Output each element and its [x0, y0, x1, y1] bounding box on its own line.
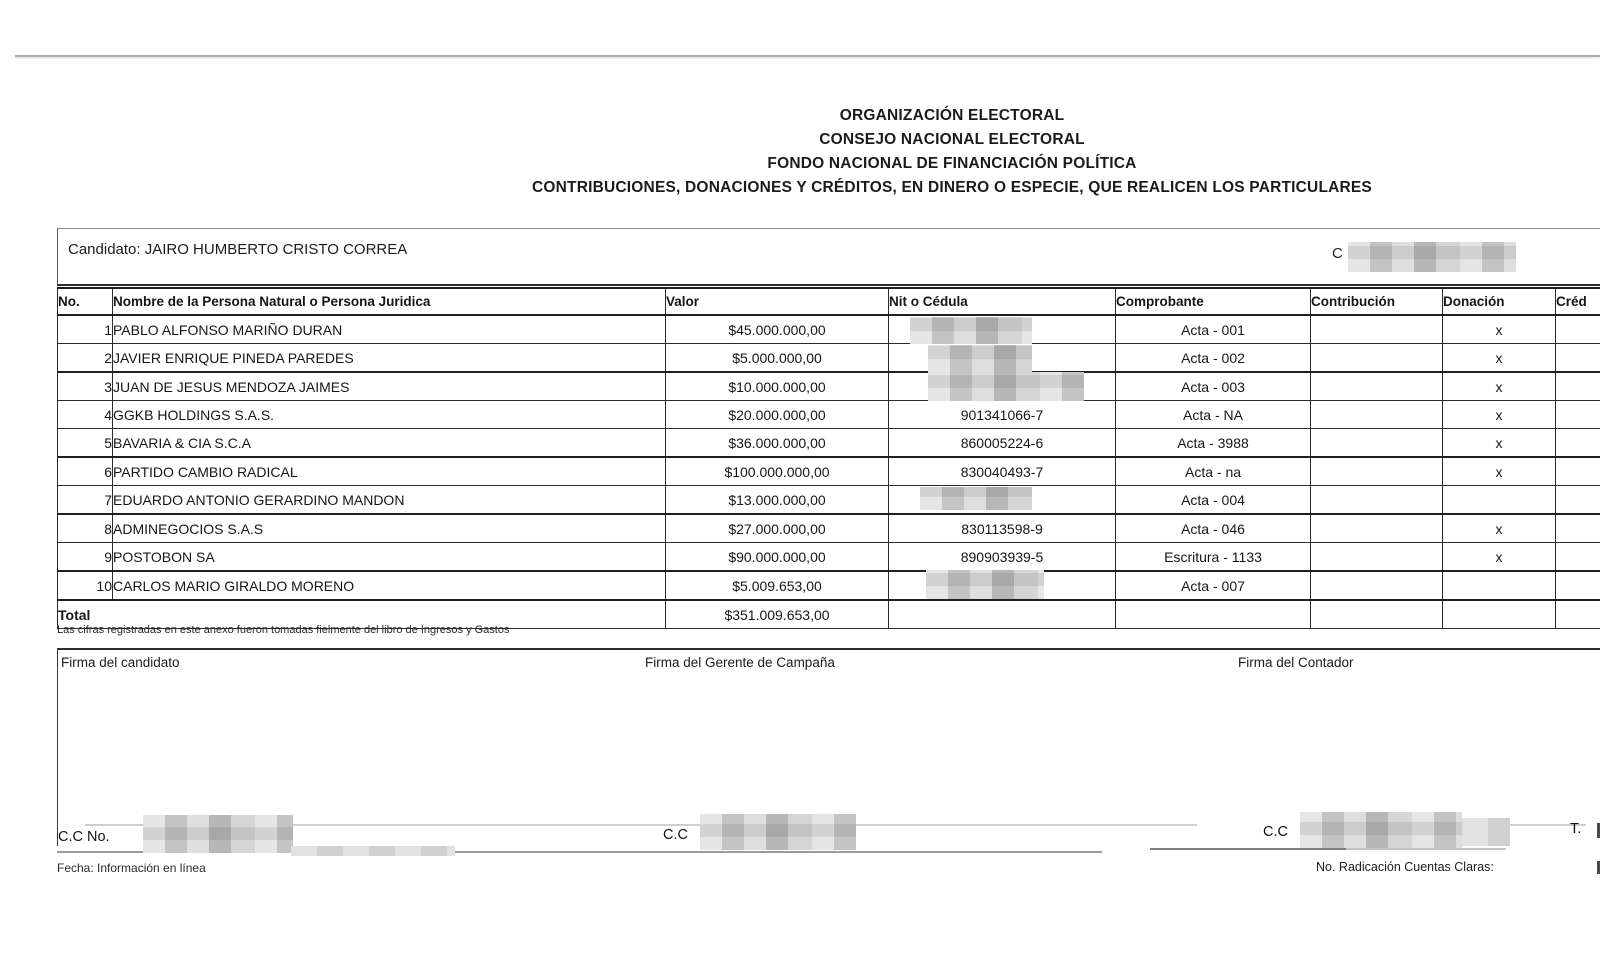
- candidate-right-prefix: C: [1332, 245, 1343, 262]
- cell-donacion: x: [1443, 457, 1556, 486]
- table-header-cell: Créd: [1556, 288, 1600, 315]
- tp-label: T.: [1570, 821, 1582, 837]
- cell-valor: $27.000.000,00: [666, 514, 889, 543]
- cell-nit: 830040493-7: [889, 457, 1116, 486]
- cell-cred: [1556, 315, 1600, 344]
- cell-no: 1: [58, 315, 113, 344]
- cell-name: PARTIDO CAMBIO RADICAL: [113, 457, 666, 486]
- cell-contribucion: [1311, 429, 1443, 458]
- cell-no: 5: [58, 429, 113, 458]
- cell-valor: $13.000.000,00: [666, 486, 889, 515]
- footnote-text: Las cifras registradas en este anexo fueron tomadas fielmente del libro de Ingresos y Gastos: [57, 624, 510, 636]
- redaction-block-nit-row3: [928, 372, 1084, 401]
- total-value: $351.009.653,00: [666, 600, 889, 629]
- cell-nit: 890903939-5: [889, 543, 1116, 572]
- heading-line-4: CONTRIBUCIONES, DONACIONES Y CRÉDITOS, EN DINERO O ESPECIE, QUE REALICEN LOS PARTICULARES: [532, 179, 1372, 196]
- redaction-block-nit-row7: [920, 487, 1032, 510]
- table-header-cell: Nombre de la Persona Natural o Persona Juridica: [113, 288, 666, 315]
- signature-box-top-border: [57, 648, 1600, 650]
- cell-name: ADMINEGOCIOS S.A.S: [113, 514, 666, 543]
- signature-underline-right: [1150, 848, 1346, 850]
- cell-comprobante: Acta - 002: [1116, 344, 1311, 373]
- total-empty-cell: [1556, 600, 1600, 629]
- cell-contribucion: [1311, 457, 1443, 486]
- table-header-cell: Nit o Cédula: [889, 288, 1116, 315]
- cell-name: BAVARIA & CIA S.C.A: [113, 429, 666, 458]
- cell-valor: $36.000.000,00: [666, 429, 889, 458]
- cell-cred: [1556, 486, 1600, 515]
- cell-contribucion: [1311, 315, 1443, 344]
- cell-comprobante: Acta - 004: [1116, 486, 1311, 515]
- contributions-table: [57, 287, 1600, 629]
- cell-cred: [1556, 429, 1600, 458]
- cell-donacion: [1443, 486, 1556, 515]
- cell-name: JAVIER ENRIQUE PINEDA PAREDES: [113, 344, 666, 373]
- total-empty-cell: [1116, 600, 1311, 629]
- cell-comprobante: Acta - na: [1116, 457, 1311, 486]
- cell-cred: [1556, 543, 1600, 572]
- cell-contribucion: [1311, 486, 1443, 515]
- cell-contribucion: [1311, 514, 1443, 543]
- total-empty-cell: [889, 600, 1116, 629]
- table-header-cell: Donación: [1443, 288, 1556, 315]
- cell-valor: $100.000.000,00: [666, 457, 889, 486]
- redaction-block-nit-row1: [910, 317, 1032, 344]
- cell-donacion: x: [1443, 429, 1556, 458]
- cell-no: 6: [58, 457, 113, 486]
- redaction-block-nit-row10: [926, 570, 1044, 599]
- redaction-block-nit-row2: [928, 345, 1032, 372]
- cell-contribucion: [1311, 543, 1443, 572]
- cell-contribucion: [1311, 571, 1443, 600]
- cell-no: 8: [58, 514, 113, 543]
- cc-label-left: C.C No.: [58, 829, 110, 845]
- cell-contribucion: [1311, 401, 1443, 429]
- cell-comprobante: Escritura - 1133: [1116, 543, 1311, 572]
- signature-label-accountant: Firma del Contador: [1238, 655, 1354, 670]
- cc-label-middle: C.C: [663, 827, 688, 843]
- table-row: [58, 344, 1600, 373]
- cell-comprobante: Acta - 3988: [1116, 429, 1311, 458]
- table-header-cell: Contribución: [1311, 288, 1443, 315]
- cell-cred: [1556, 514, 1600, 543]
- table-header-cell: No.: [58, 288, 113, 315]
- cell-valor: $5.000.000,00: [666, 344, 889, 373]
- cell-nit: 901341066-7: [889, 401, 1116, 429]
- table-row: [58, 457, 1600, 486]
- redaction-block-cc-middle: [700, 814, 856, 850]
- cell-valor: $20.000.000,00: [666, 401, 889, 429]
- redaction-tail-cc-right: [1462, 818, 1510, 846]
- cell-comprobante: Acta - 003: [1116, 372, 1311, 401]
- heading-line-2: CONSEJO NACIONAL ELECTORAL: [819, 131, 1085, 148]
- table-header-row: [58, 288, 1600, 315]
- heading-line-3: FONDO NACIONAL DE FINANCIACIÓN POLÍTICA: [767, 155, 1137, 172]
- cell-donacion: x: [1443, 344, 1556, 373]
- table-row: [58, 401, 1600, 429]
- cell-no: 10: [58, 571, 113, 600]
- redaction-block-cc-left: [143, 815, 293, 853]
- table-header-cell: Valor: [666, 288, 889, 315]
- cell-valor: $45.000.000,00: [666, 315, 889, 344]
- form-heading: [352, 104, 1552, 200]
- cell-contribucion: [1311, 372, 1443, 401]
- cell-donacion: x: [1443, 514, 1556, 543]
- cell-nit: 860005224-6: [889, 429, 1116, 458]
- table-row: [58, 315, 1600, 344]
- cell-comprobante: Acta - 007: [1116, 571, 1311, 600]
- table-row: [58, 543, 1600, 572]
- cell-cred: [1556, 372, 1600, 401]
- table-row: [58, 429, 1600, 458]
- total-empty-cell: [1443, 600, 1556, 629]
- cell-nit: 830113598-9: [889, 514, 1116, 543]
- table-row: [58, 486, 1600, 515]
- redaction-block-candidate: [1348, 242, 1516, 272]
- total-label: Total: [58, 600, 666, 629]
- cell-no: 4: [58, 401, 113, 429]
- table-row: [58, 571, 1600, 600]
- cell-comprobante: Acta - 046: [1116, 514, 1311, 543]
- cell-valor: $10.000.000,00: [666, 372, 889, 401]
- total-empty-cell: [1311, 600, 1443, 629]
- cell-contribucion: [1311, 344, 1443, 373]
- heading-line-1: ORGANIZACIÓN ELECTORAL: [839, 107, 1065, 124]
- redaction-block-cc-right: [1300, 812, 1462, 848]
- page-top-edge-line: [15, 55, 1600, 57]
- cell-comprobante: Acta - NA: [1116, 401, 1311, 429]
- cell-donacion: x: [1443, 543, 1556, 572]
- signature-label-candidate: Firma del candidato: [61, 655, 180, 670]
- cell-valor: $5.009.653,00: [666, 571, 889, 600]
- cell-name: JUAN DE JESUS MENDOZA JAIMES: [113, 372, 666, 401]
- cell-cred: [1556, 344, 1600, 373]
- cell-comprobante: Acta - 001: [1116, 315, 1311, 344]
- table-row: [58, 372, 1600, 401]
- cell-cred: [1556, 571, 1600, 600]
- cc-label-right: C.C: [1263, 824, 1288, 840]
- cell-name: PABLO ALFONSO MARIÑO DURAN: [113, 315, 666, 344]
- cell-name: POSTOBON SA: [113, 543, 666, 572]
- cell-no: 9: [58, 543, 113, 572]
- cell-valor: $90.000.000,00: [666, 543, 889, 572]
- candidate-name: Candidato: JAIRO HUMBERTO CRISTO CORREA: [68, 241, 408, 258]
- signature-label-manager: Firma del Gerente de Campaña: [645, 655, 835, 670]
- table-row: [58, 514, 1600, 543]
- cell-name: GGKB HOLDINGS S.A.S.: [113, 401, 666, 429]
- signature-underline-right-faint: [1346, 848, 1506, 850]
- fecha-text: Fecha: Información en línea: [57, 861, 206, 875]
- cell-no: 7: [58, 486, 113, 515]
- signature-box-left-border: [57, 648, 58, 846]
- redaction-tail-cc-left: [291, 846, 455, 856]
- cell-cred: [1556, 401, 1600, 429]
- cell-donacion: x: [1443, 372, 1556, 401]
- cell-cred: [1556, 457, 1600, 486]
- table-header-cell: Comprobante: [1116, 288, 1311, 315]
- cell-name: EDUARDO ANTONIO GERARDINO MANDON: [113, 486, 666, 515]
- cell-no: 3: [58, 372, 113, 401]
- cell-donacion: [1443, 571, 1556, 600]
- cell-donacion: x: [1443, 401, 1556, 429]
- cell-donacion: x: [1443, 315, 1556, 344]
- radicacion-text: No. Radicación Cuentas Claras:: [1316, 860, 1494, 874]
- cell-name: CARLOS MARIO GIRALDO MORENO: [113, 571, 666, 600]
- cell-no: 2: [58, 344, 113, 373]
